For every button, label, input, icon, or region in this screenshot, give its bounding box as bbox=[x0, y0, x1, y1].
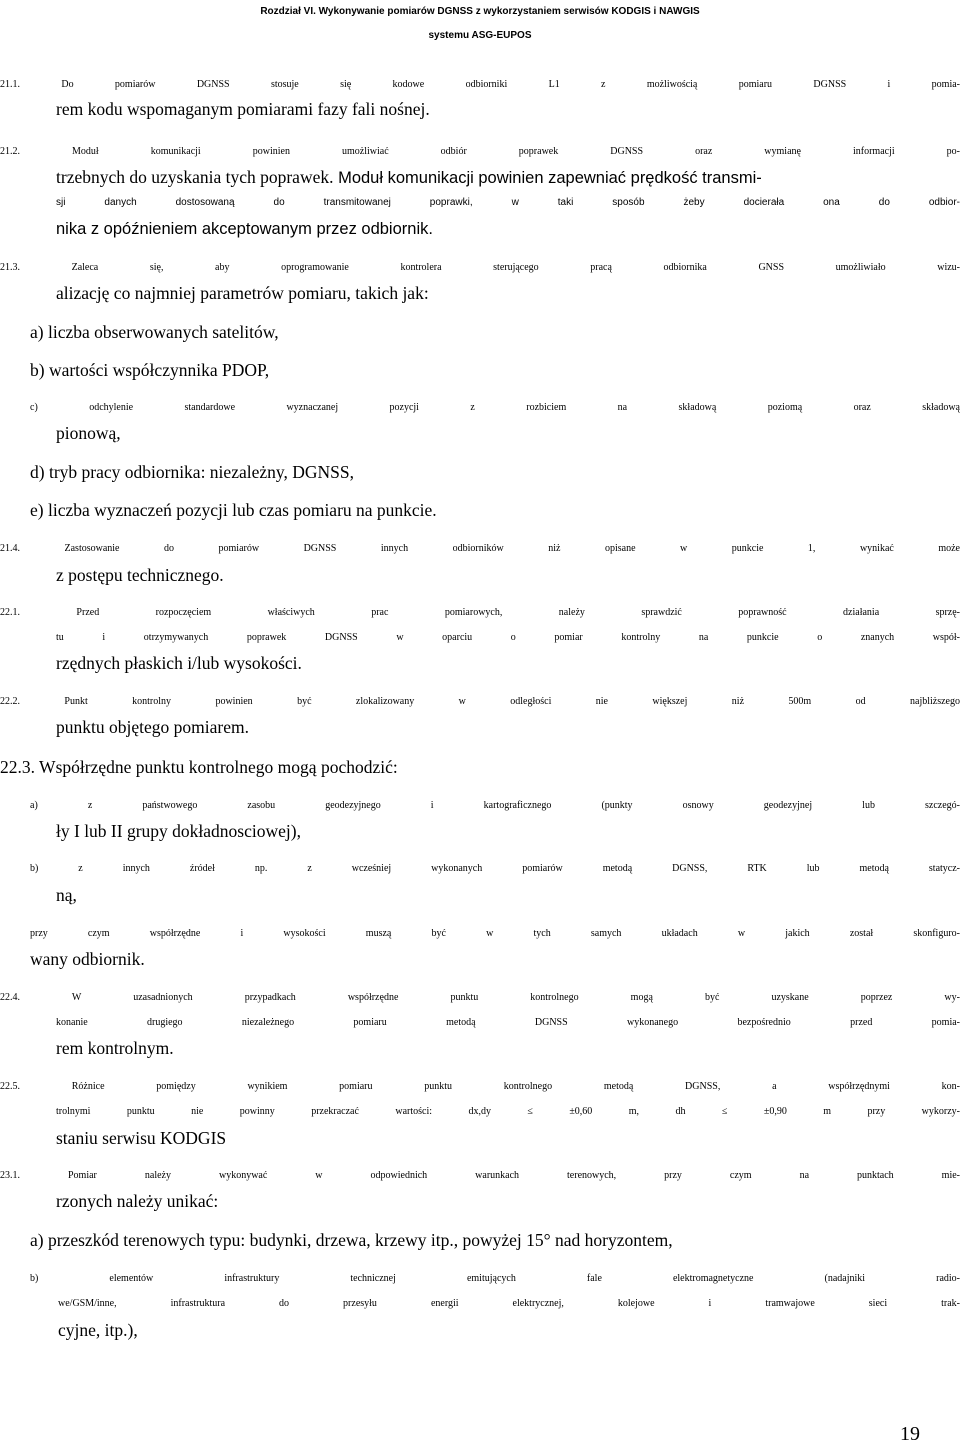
para-22-5-line-2: trolnymi punktu nie powinny przekraczać wartości: dx,dy ≤ ±0,60 m, dh ≤ ±0,90 m przy wykorzy- bbox=[56, 1106, 960, 1117]
list-item-21-3-a: a) liczba obserwowanych satelitów, bbox=[30, 322, 279, 342]
para-21-2-line-2b: Moduł komunikacji powinien zapewniać prędkość transmi- bbox=[333, 169, 762, 187]
para-22-4-line-3: rem kontrolnym. bbox=[56, 1038, 174, 1058]
list-item-23-1-b-line-2: we/GSM/inne, infrastruktura do przesyłu energii elektrycznej, kolejowe i tramwajowe sieci trak- bbox=[58, 1298, 960, 1309]
list-item-22-3-b-line-1: b) z innych źródeł np. z wcześniej wykonanych pomiarów metodą DGNSS, RTK lub metodą statycz- bbox=[30, 863, 960, 874]
para-21-1-line-1: 21.1. Do pomiarów DGNSS stosuje się kodowe odbiorniki L1 z możliwością pomiaru DGNSS i pomia- bbox=[0, 79, 960, 90]
para-22-3-note-line-1: przy czym współrzędne i wysokości muszą być w tych samych układach w jakich został skonfiguro- bbox=[30, 928, 960, 939]
para-21-2-line-3: sji danych dostosowaną do transmitowanej poprawki, w taki sposób żeby docierała ona do odbior- bbox=[56, 197, 960, 208]
list-item-21-3-e: e) liczba wyznaczeń pozycji lub czas pomiaru na punkcie. bbox=[30, 500, 437, 520]
para-22-4-line-1: 22.4. W uzasadnionych przypadkach współrzędne punktu kontrolnego mogą być uzyskane poprzez wy- bbox=[0, 992, 960, 1003]
para-21-2-line-2a: trzebnych do uzyskania tych poprawek. bbox=[56, 167, 334, 187]
list-item-23-1-a: a) przeszkód terenowych typu: budynki, drzewa, krzewy itp., powyżej 15° nad horyzontem, bbox=[30, 1230, 673, 1250]
para-22-2-line-2: punktu objętego pomiarem. bbox=[56, 717, 249, 737]
para-21-4-line-2: z postępu technicznego. bbox=[56, 565, 224, 585]
chapter-title bbox=[0, 0, 960, 48]
para-22-2-line-1: 22.2. Punkt kontrolny powinien być zlokalizowany w odległości nie większej niż 500m od najbliższego bbox=[0, 696, 960, 707]
para-21-3-line-1: 21.3. Zaleca się, aby oprogramowanie kontrolera sterującego pracą odbiornika GNSS umożliwiało wizu- bbox=[0, 262, 960, 273]
list-item-22-3-a-line-1: a) z państwowego zasobu geodezyjnego i kartograficznego (punkty osnowy geodezyjnej lub szczegó- bbox=[30, 800, 960, 811]
para-21-2-line-4: nika z opóźnieniem akceptowanym przez odbiornik. bbox=[56, 220, 433, 238]
para-22-1-line-3: rzędnych płaskich i/lub wysokości. bbox=[56, 653, 302, 673]
chapter-title-line-1: Rozdział VI. Wykonywanie pomiarów DGNSS z wykorzystaniem serwisów KODGIS i NAWGIS bbox=[260, 6, 700, 17]
list-item-21-3-c-line-2: pionową, bbox=[56, 423, 121, 443]
para-22-3-note-line-2: wany odbiornik. bbox=[30, 949, 145, 969]
list-item-23-1-b-line-3: cyjne, itp.), bbox=[58, 1320, 138, 1340]
para-22-3-line-1: 22.3. Współrzędne punktu kontrolnego mogą pochodzić: bbox=[0, 757, 398, 777]
para-22-5-line-3: staniu serwisu KODGIS bbox=[56, 1128, 227, 1148]
para-21-2-line-2 bbox=[56, 166, 762, 189]
para-21-1-line-2: rem kodu wspomaganym pomiarami fazy fali nośnej. bbox=[56, 99, 430, 119]
list-item-21-3-c-line-1: c) odchylenie standardowe wyznaczanej pozycji z rozbiciem na składową poziomą oraz składową bbox=[30, 402, 960, 413]
list-item-21-3-d: d) tryb pracy odbiornika: niezależny, DGNSS, bbox=[30, 462, 354, 482]
para-22-4-line-2: konanie drugiego niezależnego pomiaru metodą DGNSS wykonanego bezpośrednio przed pomia- bbox=[56, 1017, 960, 1028]
list-item-22-3-a-line-2: ły I lub II grupy dokładnosciowej), bbox=[56, 821, 301, 841]
list-item-22-3-b-line-2: ną, bbox=[56, 885, 77, 905]
para-22-1-line-2: tu i otrzymywanych poprawek DGNSS w oparciu o pomiar kontrolny na punkcie o znanych współ- bbox=[56, 632, 960, 643]
para-23-1-line-2: rzonych należy unikać: bbox=[56, 1191, 219, 1211]
list-item-21-3-b: b) wartości współczynnika PDOP, bbox=[30, 360, 270, 380]
para-22-5-line-1: 22.5. Różnice pomiędzy wynikiem pomiaru punktu kontrolnego metodą DGNSS, a współrzędnymi kon- bbox=[0, 1081, 960, 1092]
para-21-3-line-2: alizację co najmniej parametrów pomiaru, takich jak: bbox=[56, 283, 429, 303]
para-21-2-line-1: 21.2. Moduł komunikacji powinien umożliwiać odbiór poprawek DGNSS oraz wymianę informacji po- bbox=[0, 146, 960, 157]
para-23-1-line-1: 23.1. Pomiar należy wykonywać w odpowiednich warunkach terenowych, przy czym na punktach mie- bbox=[0, 1170, 960, 1181]
page-number: 19 bbox=[900, 1423, 920, 1445]
chapter-title-line-2: systemu ASG-EUPOS bbox=[428, 30, 532, 41]
para-21-4-line-1: 21.4. Zastosowanie do pomiarów DGNSS innych odbiorników niż opisane w punkcie 1, wynikać może bbox=[0, 543, 960, 554]
para-22-1-line-1: 22.1. Przed rozpoczęciem właściwych prac pomiarowych, należy sprawdzić poprawność działania sprzę- bbox=[0, 607, 960, 618]
list-item-23-1-b-line-1: b) elementów infrastruktury technicznej emitujących fale elektromagnetyczne (nadajniki radio- bbox=[30, 1273, 960, 1284]
